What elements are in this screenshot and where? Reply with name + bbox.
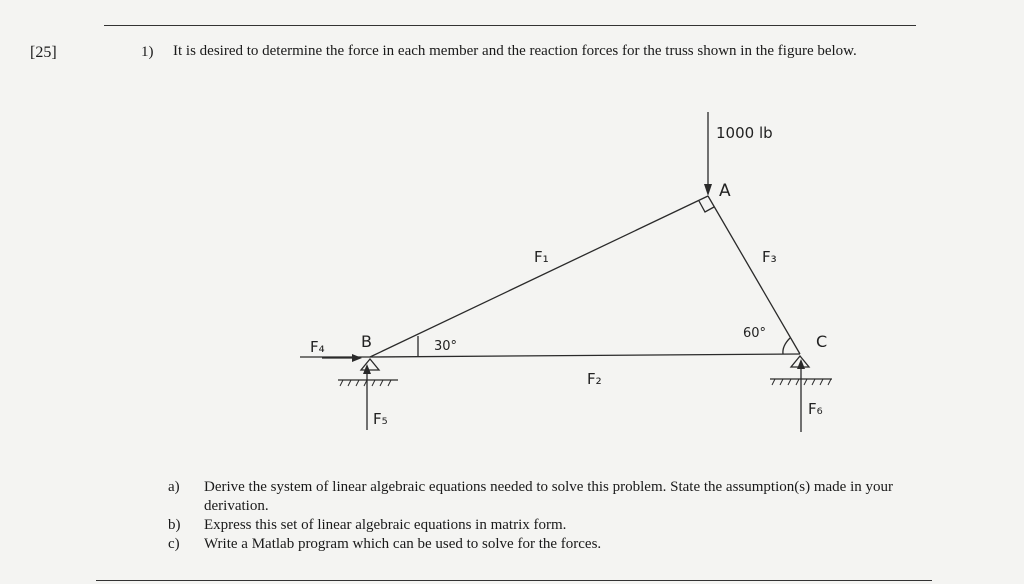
load-label: 1000 lb <box>716 124 773 142</box>
node-b-label: B <box>361 332 372 351</box>
f4-arrowhead <box>352 354 362 362</box>
part-label: a) <box>168 479 180 495</box>
member-f2 <box>370 354 800 357</box>
question-number: 1) <box>141 44 154 60</box>
question-parts <box>168 478 928 554</box>
force-f6-label: F₆ <box>808 400 823 418</box>
node-a-label: A <box>719 181 731 201</box>
points-value: [25] <box>30 44 57 61</box>
member-f1-label: F₁ <box>534 248 549 266</box>
part-text: Express this set of linear algebraic equations in matrix form. <box>204 517 567 533</box>
part-label: c) <box>168 536 180 552</box>
bottom-rule <box>96 580 932 581</box>
member-f2-label: F₂ <box>587 370 602 388</box>
support-b-icon <box>361 359 379 370</box>
question-text: It is desired to determine the force in each member and the reaction forces for the truss shown in the figure below. <box>173 43 857 59</box>
part-c <box>168 535 928 554</box>
part-text: Derive the system of linear algebraic equations needed to solve this problem. State the assumption(s) made in your derivation. <box>204 479 893 514</box>
part-label: b) <box>168 517 181 533</box>
angle-mark-c <box>783 338 790 354</box>
part-text: Write a Matlab program which can be used to solve for the forces. <box>204 536 602 552</box>
force-f4-label: F₄ <box>310 338 325 356</box>
member-f1 <box>370 196 708 357</box>
load-arrowhead <box>704 184 712 196</box>
node-c-label: C <box>816 332 828 351</box>
force-f5-label: F₅ <box>373 410 388 428</box>
part-b <box>168 516 928 535</box>
angle-c-label: 60° <box>743 326 767 341</box>
member-f3-label: F₃ <box>762 248 777 266</box>
angle-b-label: 30° <box>434 339 458 354</box>
ground-hatching <box>340 379 831 386</box>
part-a <box>168 478 928 516</box>
